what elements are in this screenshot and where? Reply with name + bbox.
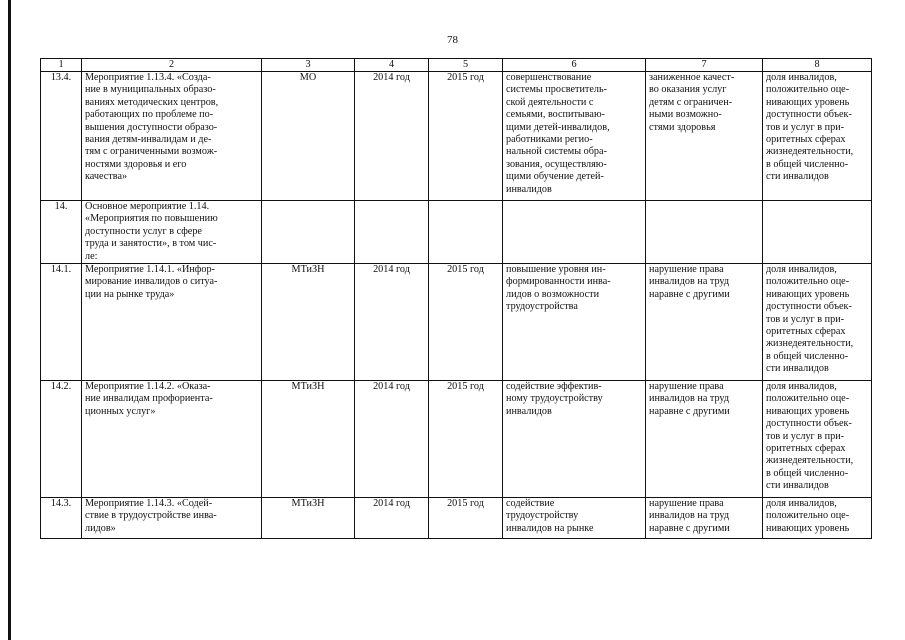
indicator-cell: доля инвалидов, положительно оце- нивающих уровень доступности объек- тов и услуг в при- оритетных сферах жизнедеятельности, в общей численно- сти инвалидов <box>763 72 872 201</box>
start-year-cell: 2014 год <box>355 381 429 498</box>
column-header-2: 2 <box>82 59 262 72</box>
end-year-cell: 2015 год <box>429 264 503 381</box>
start-year-cell <box>355 201 429 264</box>
executor-cell: МТиЗН <box>262 498 355 539</box>
end-year-cell: 2015 год <box>429 72 503 201</box>
left-margin-rule <box>8 0 11 640</box>
column-header-7: 7 <box>646 59 763 72</box>
activity-cell: Основное мероприятие 1.14. «Мероприятия по повышению доступности услуг в сфере труда и занятости», в том чис- ле: <box>82 201 262 264</box>
row-number: 14. <box>41 201 82 264</box>
result-cell: содействие трудоустройству инвалидов на рынке <box>503 498 646 539</box>
activity-cell: Мероприятие 1.14.2. «Оказа- ние инвалидам профориента- ционных услуг» <box>82 381 262 498</box>
end-year-cell: 2015 год <box>429 381 503 498</box>
row-number: 14.3. <box>41 498 82 539</box>
indicator-cell: доля инвалидов, положительно оце- нивающих уровень доступности объек- тов и услуг в при- оритетных сферах жизнедеятельности, в общей численно- сти инвалидов <box>763 264 872 381</box>
table-row <box>41 381 872 498</box>
result-cell: совершенствование системы просветитель- ской деятельности с семьями, воспитываю- щими детей-инвалидов, работниками регио- нальной системы обра- зования, осуществляю- щими обучение детей- инвалидов <box>503 72 646 201</box>
column-header-8: 8 <box>763 59 872 72</box>
consequence-cell: нарушение права инвалидов на труд наравне с другими <box>646 264 763 381</box>
column-header-3: 3 <box>262 59 355 72</box>
executor-cell: МТиЗН <box>262 381 355 498</box>
consequence-cell: заниженное качест- во оказания услуг детям с ограничен- ными возможно- стями здоровья <box>646 72 763 201</box>
table-row <box>41 498 872 539</box>
header-row <box>41 59 872 72</box>
indicator-cell: доля инвалидов, положительно оце- нивающих уровень <box>763 498 872 539</box>
consequence-cell <box>646 201 763 264</box>
consequence-cell: нарушение права инвалидов на труд наравне с другими <box>646 498 763 539</box>
executor-cell: МТиЗН <box>262 264 355 381</box>
table-row <box>41 72 872 201</box>
indicator-cell <box>763 201 872 264</box>
result-cell <box>503 201 646 264</box>
activity-cell: Мероприятие 1.14.3. «Содей- ствие в трудоустройстве инва- лидов» <box>82 498 262 539</box>
column-header-1: 1 <box>41 59 82 72</box>
result-cell: содействие эффектив- ному трудоустройству инвалидов <box>503 381 646 498</box>
measures-table <box>40 58 872 539</box>
column-header-4: 4 <box>355 59 429 72</box>
start-year-cell: 2014 год <box>355 72 429 201</box>
table-row <box>41 201 872 264</box>
column-header-5: 5 <box>429 59 503 72</box>
consequence-cell: нарушение права инвалидов на труд наравне с другими <box>646 381 763 498</box>
start-year-cell: 2014 год <box>355 498 429 539</box>
row-number: 14.1. <box>41 264 82 381</box>
end-year-cell: 2015 год <box>429 498 503 539</box>
row-number: 14.2. <box>41 381 82 498</box>
activity-cell: Мероприятие 1.13.4. «Созда- ние в муниципальных образо- ваниях методических центров, работающих по проблеме по- вышения доступности образо- вания детям-инвалидам и де- тям с ограниченными возмож- ностями здоровья и его качества» <box>82 72 262 201</box>
table-row <box>41 264 872 381</box>
executor-cell: МО <box>262 72 355 201</box>
activity-cell: Мероприятие 1.14.1. «Инфор- мирование инвалидов о ситуа- ции на рынке труда» <box>82 264 262 381</box>
indicator-cell: доля инвалидов, положительно оце- нивающих уровень доступности объек- тов и услуг в при- оритетных сферах жизнедеятельности, в общей численно- сти инвалидов <box>763 381 872 498</box>
column-header-6: 6 <box>503 59 646 72</box>
start-year-cell: 2014 год <box>355 264 429 381</box>
executor-cell <box>262 201 355 264</box>
row-number: 13.4. <box>41 72 82 201</box>
end-year-cell <box>429 201 503 264</box>
page-number: 78 <box>447 34 458 46</box>
result-cell: повышение уровня ин- формированности инва- лидов о возможности трудоустройства <box>503 264 646 381</box>
